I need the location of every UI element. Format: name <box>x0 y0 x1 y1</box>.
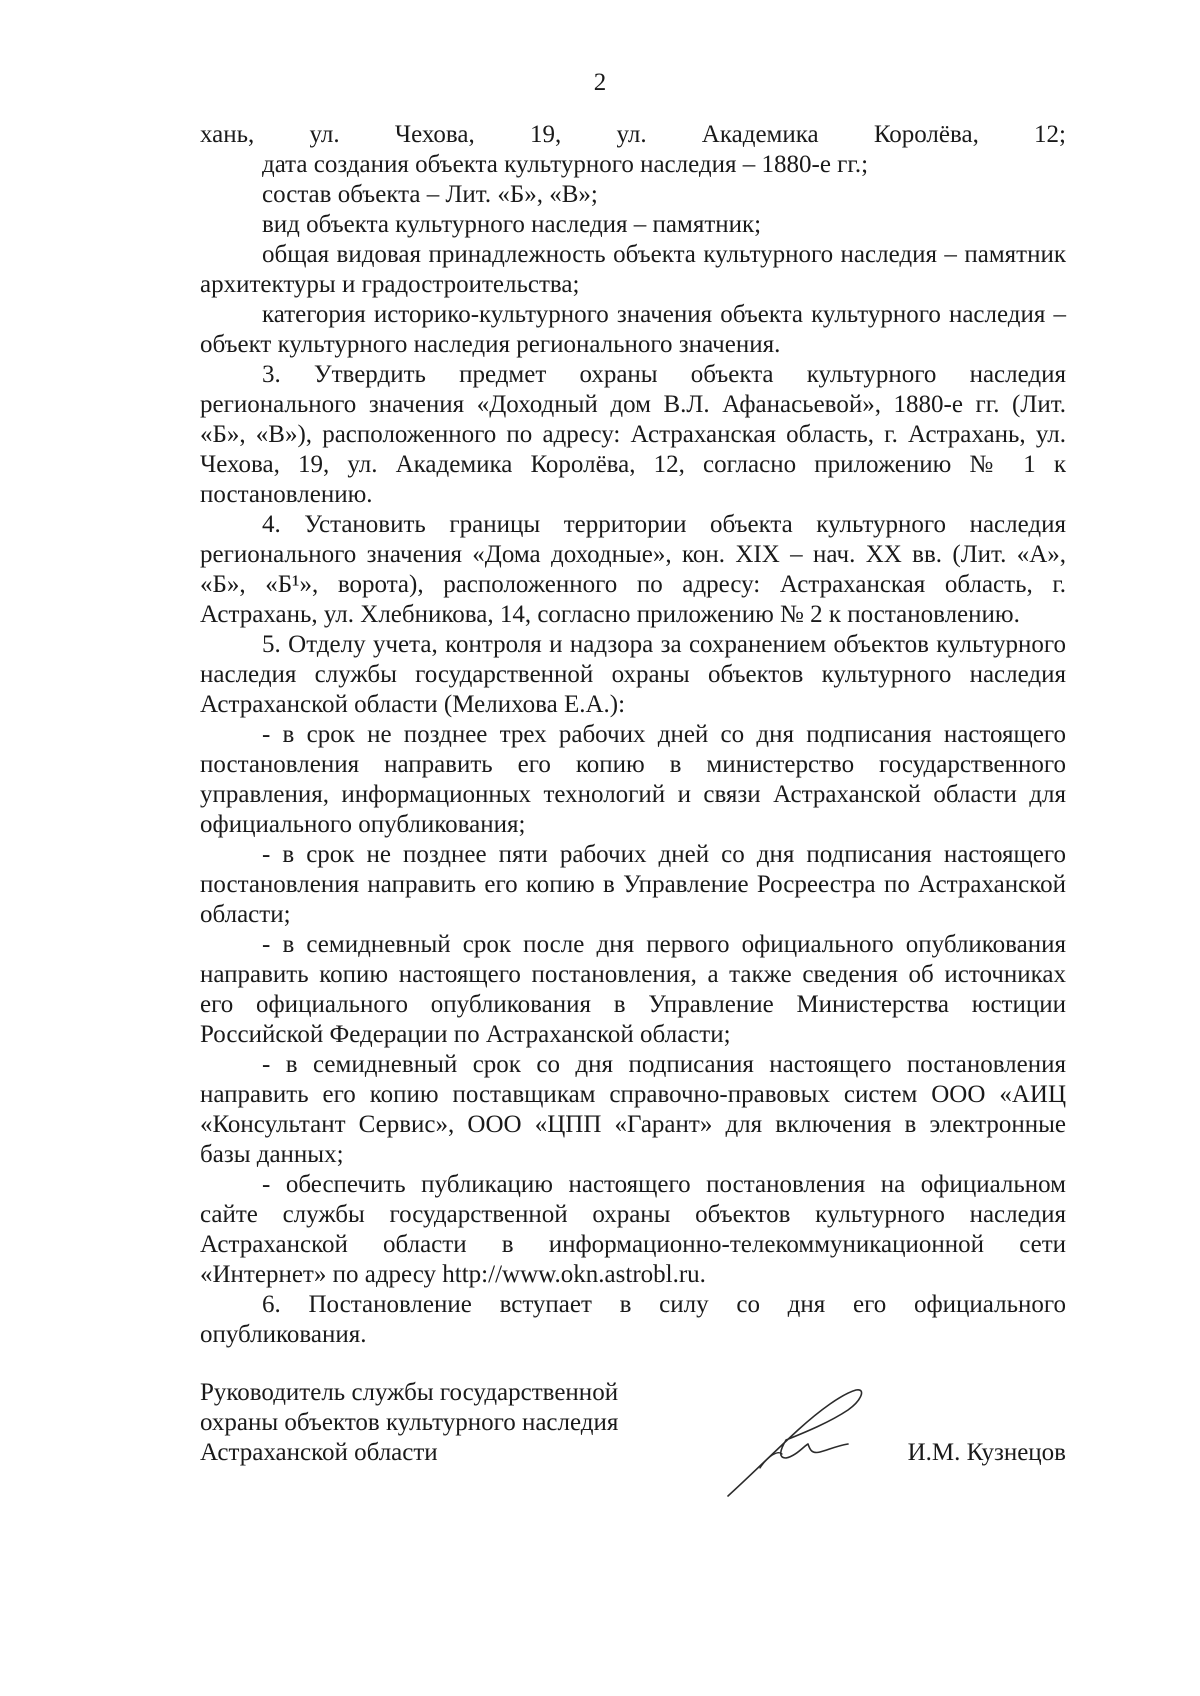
signer-title <box>200 1378 660 1468</box>
paragraph-object-composition: состав объекта – Лит. «Б», «В»; <box>262 181 598 208</box>
paragraph-subitem-legal-systems: - в семидневный срок со дня подписания настоящего постановления направить его копию поставщикам справочно-правовых систем ООО «АИЦ «Консультант Сервис», ООО «ЦПП «Гарант» для включения в электронные базы данных; <box>200 1051 1066 1168</box>
paragraph-typological-affiliation: общая видовая принадлежность объекта культурного наследия – памятник архитектуры и градостроительства; <box>200 241 1066 298</box>
paragraph-item-4: 4. Установить границы территории объекта культурного наследия регионального значения «Дома доходные», кон. XIX – нач. XX вв. (Лит. «А», «Б», «Б¹», ворота), расположенного по адресу: Астраханская область, г. Астрахань, ул. Хлебникова, 14, согласно приложению № 2 к постановлению. <box>200 511 1066 628</box>
paragraph-item-6: 6. Постановление вступает в силу со дня его официального опубликования. <box>200 1291 1066 1348</box>
handwritten-signature <box>720 1384 870 1504</box>
paragraph-object-type: вид объекта культурного наследия – памятник; <box>262 211 762 238</box>
signer-title-line: охраны объектов культурного наследия <box>200 1409 619 1436</box>
paragraph-subitem-website: - обеспечить публикацию настоящего постановления на официальном сайте службы государственной охраны объектов культурного наследия Астраханской области в информационно-телекоммуникационной сети «Интернет» по адресу http://www.okn.astrobl.ru. <box>200 1171 1066 1288</box>
page-number: 2 <box>593 69 607 96</box>
paragraph-item-5: 5. Отделу учета, контроля и надзора за сохранением объектов культурного наследия службы государственной охраны объектов культурного наследия Астраханской области (Мелихова Е.А.): <box>200 631 1066 718</box>
signer-title-line: Руководитель службы государственной <box>200 1379 619 1406</box>
signer-name: И.М. Кузнецов <box>907 1439 1066 1466</box>
paragraph-item-3: 3. Утвердить предмет охраны объекта культурного наследия регионального значения «Доходный дом В.Л. Афанасьевой», 1880-е гг. (Лит. «Б», «В»), расположенного по адресу: Астраханская область, г. Астрахань, ул. Чехова, 19, ул. Академика Королёва, 12, согласно приложению № 1 к постановлению. <box>200 361 1066 508</box>
paragraph-subitem-ministry-of-justice: - в семидневный срок после дня первого официального опубликования направить копию настоящего постановления, а также сведения об источниках его официального опубликования в Управление Министерства юстиции Российской Федерации по Астраханской области; <box>200 931 1066 1048</box>
paragraph-continuation: хань, ул. Чехова, 19, ул. Академика Королёва, 12; <box>200 121 1066 148</box>
signature-block <box>200 1378 1066 1518</box>
paragraph-significance-category: категория историко-культурного значения объекта культурного наследия – объект культурного наследия регионального значения. <box>200 301 1066 358</box>
paragraph-subitem-rosreestr: - в срок не позднее пяти рабочих дней со дня подписания настоящего постановления направить его копию в Управление Росреестра по Астраханской области; <box>200 841 1066 928</box>
paragraph-subitem-ministry: - в срок не позднее трех рабочих дней со дня подписания настоящего постановления направить его копию в министерство государственного управления, информационных технологий и связи Астраханской области для официального опубликования; <box>200 721 1066 838</box>
paragraph-creation-date: дата создания объекта культурного наследия – 1880-е гг.; <box>262 151 869 178</box>
signer-title-line: Астраханской области <box>200 1439 438 1466</box>
document-body <box>200 120 1066 1350</box>
